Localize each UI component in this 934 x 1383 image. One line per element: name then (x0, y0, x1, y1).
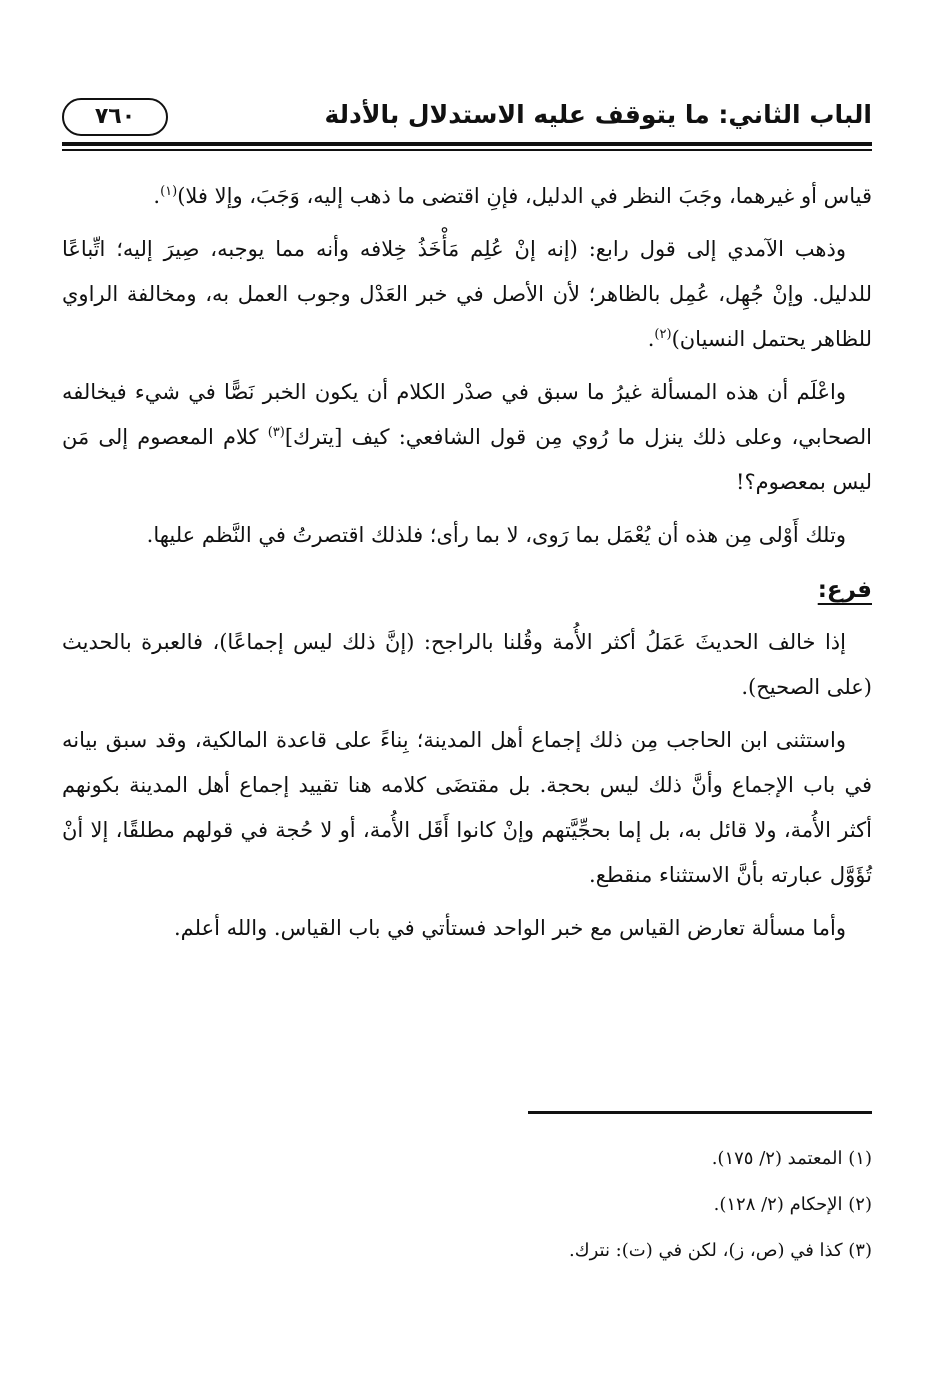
page-header (62, 96, 872, 142)
paragraph-6: واستثنى ابن الحاجب مِن ذلك إجماع أهل المدينة؛ بِناءً على قاعدة المالكية، وقد سبق بيانه في باب الإجماع وأنَّ ذلك ليس بحجة. بل مقتضَى كلامه هنا تقييد إجماع أهل المدينة بكونهم أكثر الأُمة، ولا قائل به، بل إما بحجِّيَّتهم وإنْ كانوا أَقَل الأُمة، أو لا حُجة في قولهم مطلقًا، إلا أنْ تُؤَوَّل عبارته بأنَّ الاستثناء منقطع. (62, 728, 872, 887)
header-rule-thin (62, 149, 872, 151)
footnotes (62, 1136, 872, 1274)
footnote-3: (٣) كذا في (ص، ز)، لكن في (ت): نترك. (569, 1240, 872, 1261)
paragraph-3: واعْلَم أن هذه المسألة غيرُ ما سبق في صدْر الكلام أن يكون الخبر نَصًّا في شيء فيخالفه الصحابي، وعلى ذلك ينزل ما رُوي مِن قول الشافعي: كيف [يترك]$^{(٣)}$ كلام المعصوم إلى مَن ليس بمعصوم؟! (62, 380, 872, 494)
paragraph-5: إذا خالف الحديثَ عَمَلُ أكثر الأُمة وقُلنا بالراجح: (إنَّ ذلك ليس إجماعًا)، فالعبرة بالحديث (على الصحيح). (62, 630, 872, 699)
main-text (62, 174, 872, 959)
footnote-ref-1: (١) (160, 184, 178, 199)
paragraph-4: وتلك أَوْلى مِن هذه أن يُعْمَل بما رَوى، لا بما رأى؛ فلذلك اقتصرتُ في النَّظم عليها. (146, 523, 846, 547)
running-title: الباب الثاني: ما يتوقف عليه الاستدلال بالأدلة (324, 100, 872, 129)
book-page (62, 96, 872, 1296)
header-rule-thick (62, 142, 872, 146)
page-number: ٧٦٠ (62, 98, 168, 136)
footnote-ref-2: (٢) (654, 327, 672, 342)
footnote-1: (١) المعتمد (٢/ ١٧٥). (711, 1148, 872, 1169)
paragraph-1: قياس أو غيرهما، وجَبَ النظر في الدليل، فإنِ اقتضى ما ذهب إليه، وَجَبَ، وإلا فلا)$^{(١)}$. (153, 184, 872, 208)
footnote-2: (٢) الإحكام (٢/ ١٢٨). (713, 1194, 872, 1215)
paragraph-2: وذهب الآمدي إلى قول رابع: (إنه إنْ عُلِم مَأْخَذُ خِلافه وأنه مما يوجبه، صِيرَ إليه؛ اتِّباعًا للدليل. وإنْ جُهِل، عُمِل بالظاهر؛ لأن الأصل في خبر العَدْل وجوب العمل به، ومخالفة الراوي للظاهر يحتمل النسيان)$^{(٢)}$. (62, 237, 872, 351)
paragraph-7: وأما مسألة تعارض القياس مع خبر الواحد فستأتي في باب القياس. والله أعلم. (173, 916, 846, 940)
footnote-separator (528, 1111, 872, 1114)
footnote-ref-3: (٣) (267, 425, 285, 440)
section-subheading: فرع: (817, 577, 872, 603)
